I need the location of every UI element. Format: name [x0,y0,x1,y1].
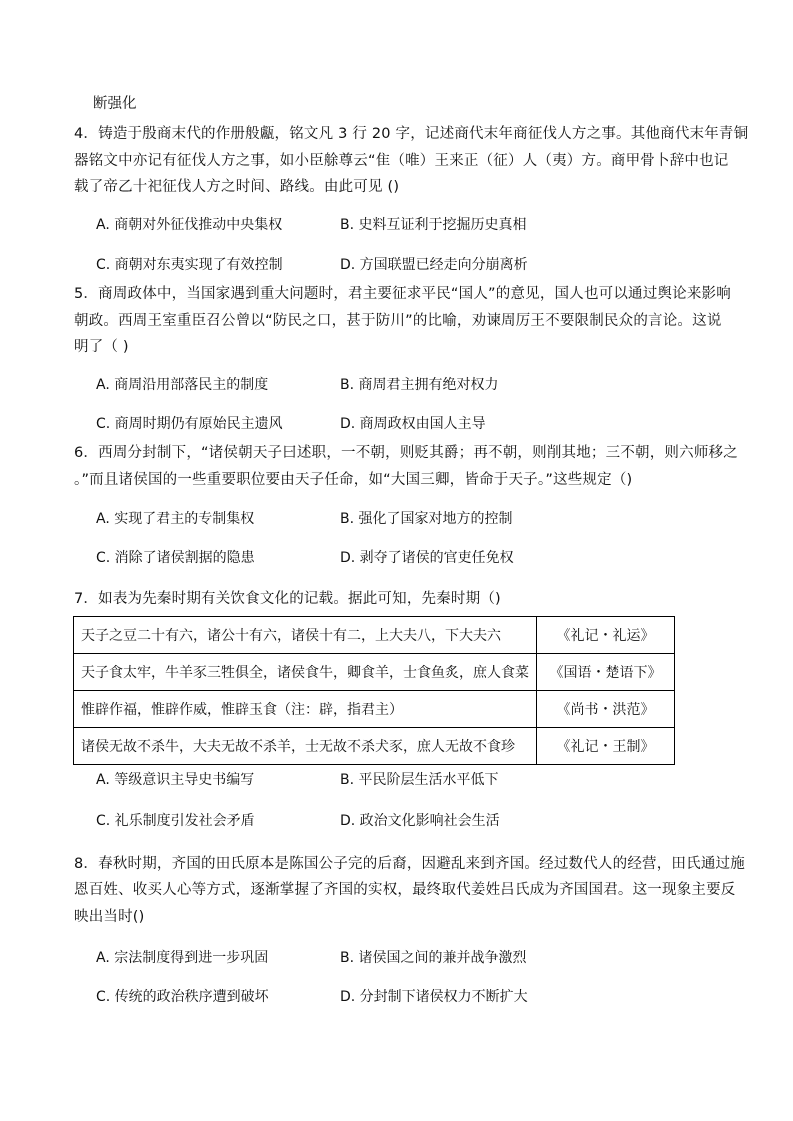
q8-line-1: 8．春秋时期，齐国的田氏原本是陈国公子完的后裔，因避乱来到齐国。经过数代人的经营，田氏通过施 [74,856,745,872]
q5-option-d[interactable]: D. 商周政权由国人主导 [340,416,486,432]
q4-line-1: 4．铸造于殷商末代的作册般甗，铭文凡 3 行 20 字，记述商代末年商征伐人方之事。其他商代末年青铜 [74,126,749,142]
q6-line-1: 6．西周分封制下，“诸侯朝天子曰述职，一不朝，则贬其爵；再不朝，则削其地；三不朝，则六师移之 [74,445,738,461]
q4-line-3: 载了帝乙十祀征伐人方之时间、路线。由此可见 () [74,179,400,195]
table-cell-source: 《国语・楚语下》 [537,654,675,691]
q4-option-d[interactable]: D. 方国联盟已经走向分崩离析 [340,257,528,273]
table-cell-record: 天子食太牢，牛羊豕三牲俱全，诸侯食牛，卿食羊，士食鱼炙，庶人食菜 [74,654,537,691]
q5-line-2: 朝政。西周王室重臣召公曾以“防民之口，甚于防川”的比喻，劝谏周厉王不要限制民众的言论。这说 [74,313,722,329]
q5-option-b[interactable]: B. 商周君主拥有绝对权力 [340,377,499,393]
q5-line-1: 5．商周政体中，当国家遇到重大问题时，君主要征求平民“国人”的意见，国人也可以通过舆论来影响 [74,286,731,302]
q7-table [73,616,675,765]
q5-line-3: 明了（ ) [74,339,129,355]
q7-option-a[interactable]: A. 等级意识主导史书编写 [96,772,255,788]
q4-line-2: 器铭文中亦记有征伐人方之事，如小臣艅尊云“隹（唯）王来正（征）人（夷）方。商甲骨卜辞中也记 [74,153,729,169]
table-row [74,691,675,728]
table-cell-source: 《礼记・王制》 [537,728,675,765]
table-row [74,654,675,691]
table-row [74,617,675,654]
q7-option-d[interactable]: D. 政治文化影响社会生活 [340,813,500,829]
table-cell-source: 《尚书・洪范》 [537,691,675,728]
q8-option-a[interactable]: A. 宗法制度得到进一步巩固 [96,950,269,966]
q6-line-2: 。”而且诸侯国的一些重要职位要由天子任命，如“大国三卿，皆命于天子。”这些规定（) [74,472,633,488]
q3-tail: 断强化 [93,96,137,112]
q7-line-1: 7．如表为先秦时期有关饮食文化的记载。据此可知，先秦时期（) [74,591,501,607]
q8-line-2: 恩百姓、收买人心等方式，逐渐掌握了齐国的实权，最终取代姜姓吕氏成为齐国国君。这一现象主要反 [74,882,736,898]
q6-option-c[interactable]: C. 消除了诸侯割据的隐患 [96,550,255,566]
table-row [74,728,675,765]
q8-line-3: 映出当时() [74,909,145,925]
q6-option-a[interactable]: A. 实现了君主的专制集权 [96,511,255,527]
table-cell-record: 天子之豆二十有六，诸公十有六，诸侯十有二，上大夫八，下大夫六 [74,617,537,654]
q5-option-a[interactable]: A. 商周沿用部落民主的制度 [96,377,269,393]
q4-option-c[interactable]: C. 商朝对东夷实现了有效控制 [96,257,283,273]
q6-option-d[interactable]: D. 剥夺了诸侯的官吏任免权 [340,550,514,566]
table-cell-record: 惟辟作福，惟辟作威，惟辟玉食（注：辟，指君主） [74,691,537,728]
q4-option-a[interactable]: A. 商朝对外征伐推动中央集权 [96,217,283,233]
q6-option-b[interactable]: B. 强化了国家对地方的控制 [340,511,513,527]
table-cell-source: 《礼记・礼运》 [537,617,675,654]
q8-option-b[interactable]: B. 诸侯国之间的兼并战争激烈 [340,950,527,966]
table-cell-record: 诸侯无故不杀牛，大夫无故不杀羊，士无故不杀犬豕，庶人无故不食珍 [74,728,537,765]
q5-option-c[interactable]: C. 商周时期仍有原始民主遗风 [96,416,283,432]
q8-option-d[interactable]: D. 分封制下诸侯权力不断扩大 [340,989,528,1005]
q7-option-b[interactable]: B. 平民阶层生活水平低下 [340,772,499,788]
q7-option-c[interactable]: C. 礼乐制度引发社会矛盾 [96,813,255,829]
q8-option-c[interactable]: C. 传统的政治秩序遭到破坏 [96,989,269,1005]
q4-option-b[interactable]: B. 史料互证利于挖掘历史真相 [340,217,527,233]
